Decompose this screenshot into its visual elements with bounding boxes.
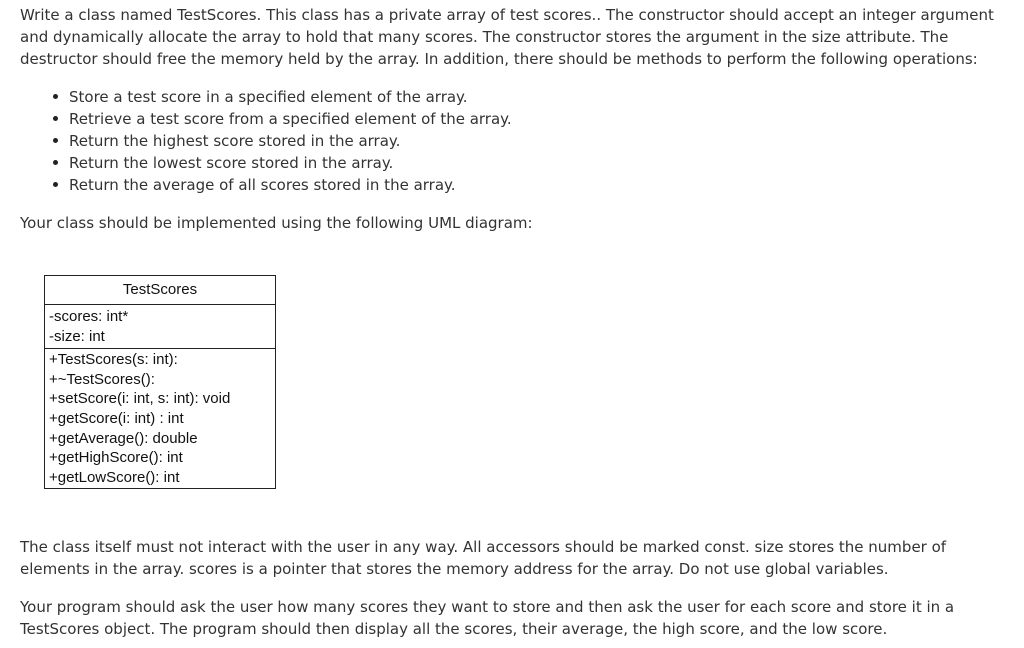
uml-method: +setScore(i: int, s: int): void [49, 390, 231, 408]
list-item [52, 130, 512, 152]
list-item [52, 152, 512, 174]
list-item-text: Return the average of all scores stored in the array. [69, 176, 456, 194]
intro-paragraph: Write a class named TestScores. This class has a private array of test scores.. The constructor should accept an integer argument and dynamically allocate the array to hold that many scores. The constructor stores the argument in the size attribute. The destructor should free the memory held by the array. In addition, there should be methods to perform the following operations: [20, 6, 994, 68]
list-item [52, 86, 512, 108]
uml-method: +~TestScores(): [49, 370, 155, 388]
constraints-paragraph: The class itself must not interact with the user in any way. All accessors should be marked const. size stores the number of elements in the array. scores is a pointer that stores the memory address for the array. Do not use global variables. [20, 538, 947, 578]
requirements-list [52, 86, 512, 196]
uml-method: +getScore(i: int) : int [49, 409, 184, 427]
list-item [52, 108, 512, 130]
uml-method: +getLowScore(): int [49, 468, 180, 486]
list-item-text: Return the highest score stored in the array. [69, 132, 401, 150]
uml-class-diagram [44, 275, 276, 489]
bullet-icon [53, 94, 58, 99]
bullet-icon [53, 138, 58, 143]
program-paragraph: Your program should ask the user how many scores they want to store and then ask the user for each score and store it in a TestScores object. The program should then display all the scores, their average, the high score, and the low score. [20, 598, 955, 638]
uml-intro-paragraph: Your class should be implemented using the following UML diagram: [20, 214, 533, 232]
uml-method: +getAverage(): double [49, 429, 198, 447]
list-item-text: Return the lowest score stored in the array. [69, 154, 394, 172]
uml-method: +TestScores(s: int): [49, 351, 178, 369]
list-item [52, 174, 512, 196]
uml-attribute: -scores: int* [49, 308, 129, 325]
bullet-icon [53, 116, 58, 121]
list-item-text: Retrieve a test score from a specified element of the array. [69, 110, 512, 128]
list-item-text: Store a test score in a specified element of the array. [69, 88, 468, 106]
bullet-icon [53, 182, 58, 187]
uml-attribute: -size: int [49, 327, 105, 345]
bullet-icon [53, 160, 58, 165]
uml-attributes-section [45, 305, 275, 349]
uml-class-name: TestScores [45, 276, 275, 305]
uml-method: +getHighScore(): int [49, 449, 183, 467]
uml-methods-section [45, 349, 275, 488]
